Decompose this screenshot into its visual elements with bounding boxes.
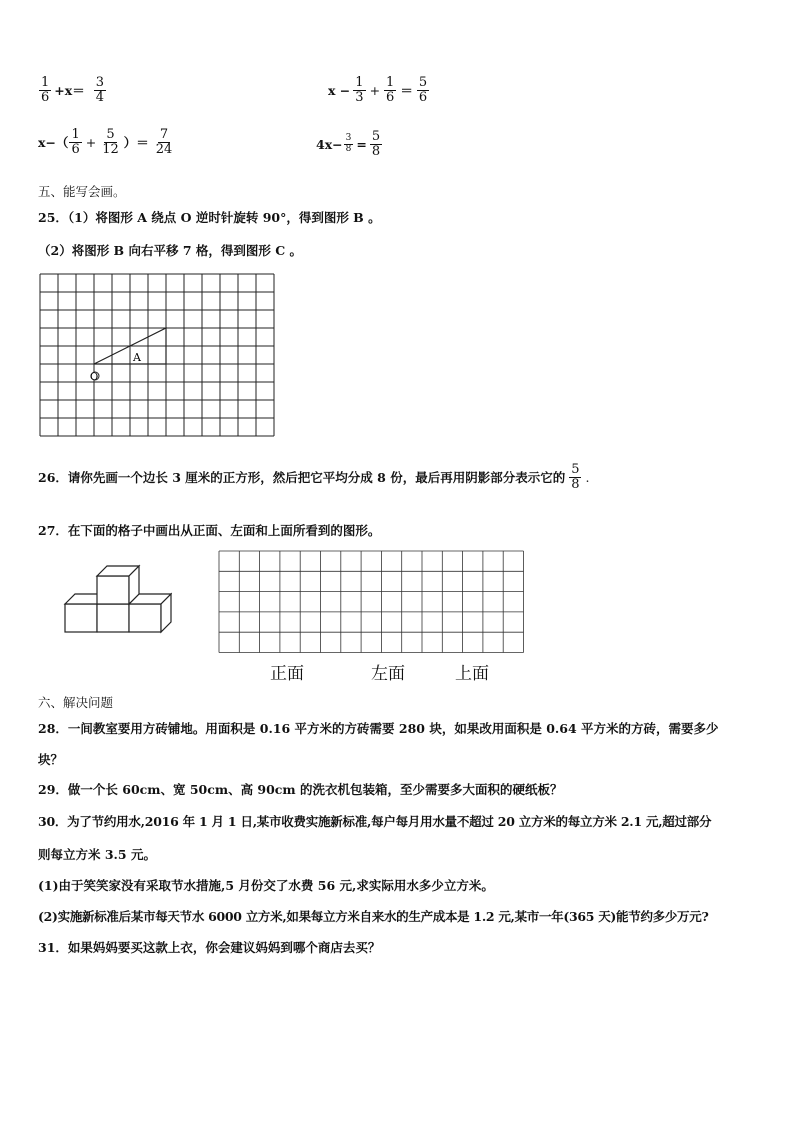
equation-operator: + xyxy=(85,134,97,150)
views-grid xyxy=(218,550,528,656)
question-29: 29．做一个长 60cm、宽 50cm、高 90cm 的洗衣机包装箱，至少需要多大面积的硬纸板？ xyxy=(38,782,563,797)
fraction: $\frac{5}{6}$ xyxy=(418,75,428,105)
equation-text: +x＝ xyxy=(54,83,85,99)
equation-2 xyxy=(328,76,430,104)
point-o-label: O xyxy=(90,372,99,383)
top-view-label: 上面 xyxy=(455,664,489,684)
fraction: $\frac{1}{6}$ xyxy=(71,127,80,157)
equation-1 xyxy=(38,76,107,104)
question-31: 31．如果妈妈要买这款上衣，你会建议妈妈到哪个商店去买？ xyxy=(38,940,381,955)
equation-operator: + xyxy=(369,82,381,98)
front-view-label: 正面 xyxy=(270,664,304,684)
equation-text: x−（ xyxy=(38,135,69,151)
fraction: $\frac{5}{8}$ xyxy=(571,462,580,492)
question-26-end: . xyxy=(585,469,590,485)
section-5-title: 五、能写会画。 xyxy=(38,184,126,199)
fraction: $\frac{7}{24}$ xyxy=(155,127,173,157)
rotation-grid xyxy=(38,272,278,442)
equation-text: ）＝ xyxy=(123,135,149,151)
fraction: $\frac{5}{8}$ xyxy=(371,129,381,159)
question-26 xyxy=(38,463,589,491)
fraction: $\frac{1}{6}$ xyxy=(41,75,50,105)
question-28-line-1: 28．一间教室要用方砖铺地。用面积是 0.16 平方米的方砖需要 280 块，如果改用面积是 0.64 平方米的方砖，需要多少 xyxy=(38,721,719,736)
shape-a-label: A xyxy=(133,351,141,364)
question-26-text: 26．请你先画一个边长 3 厘米的正方形，然后把它平均分成 8 份，最后再用阴影部分表示它的 xyxy=(38,470,566,486)
question-30-sub-2: (2)实施新标准后某市每天节水 6000 立方米,如果每立方米自来水的生产成本是 1.2 元,某市一年(365 天)能节约多少万元? xyxy=(38,909,709,924)
question-30-line-1: 30．为了节约用水,2016 年 1 月 1 日,某市收费实施新标准,每户每月用水量不超过 20 立方米的每立方米 2.1 元,超过部分 xyxy=(38,814,712,829)
question-25-part-1: 25．（1）将图形 A 绕点 O 逆时针旋转 90°，得到图形 B 。 xyxy=(38,210,381,225)
fraction: $\frac{3}{4}$ xyxy=(95,75,104,105)
section-6-title: 六、解决问题 xyxy=(38,695,114,710)
left-view-label: 左面 xyxy=(371,664,405,684)
equation-3 xyxy=(38,128,175,156)
question-30-line-2: 则每立方米 3.5 元。 xyxy=(38,847,156,862)
cube-stack-figure xyxy=(62,562,172,652)
question-27: 27．在下面的格子中画出从正面、左面和上面所看到的图形。 xyxy=(38,523,381,538)
equation-text: x − xyxy=(328,82,351,98)
question-25-part-2: （2）将图形 B 向右平移 7 格，得到图形 C 。 xyxy=(38,243,303,258)
equation-4 xyxy=(316,130,383,158)
question-30-sub-1: (1)由于笑笑家没有采取节水措施,5 月份交了水费 56 元,求实际用水多少立方米。 xyxy=(38,878,494,893)
question-28-line-2: 块？ xyxy=(38,752,64,767)
fraction: $\frac{3}{8}$ xyxy=(345,133,352,154)
equation-text: 4x− xyxy=(316,136,343,152)
equation-operator: ＝ xyxy=(400,83,413,99)
fraction: $\frac{5}{12}$ xyxy=(102,127,119,157)
fraction: $\frac{1}{3}$ xyxy=(355,75,364,105)
equation-operator: = xyxy=(356,136,367,152)
fraction: $\frac{1}{6}$ xyxy=(386,75,395,105)
